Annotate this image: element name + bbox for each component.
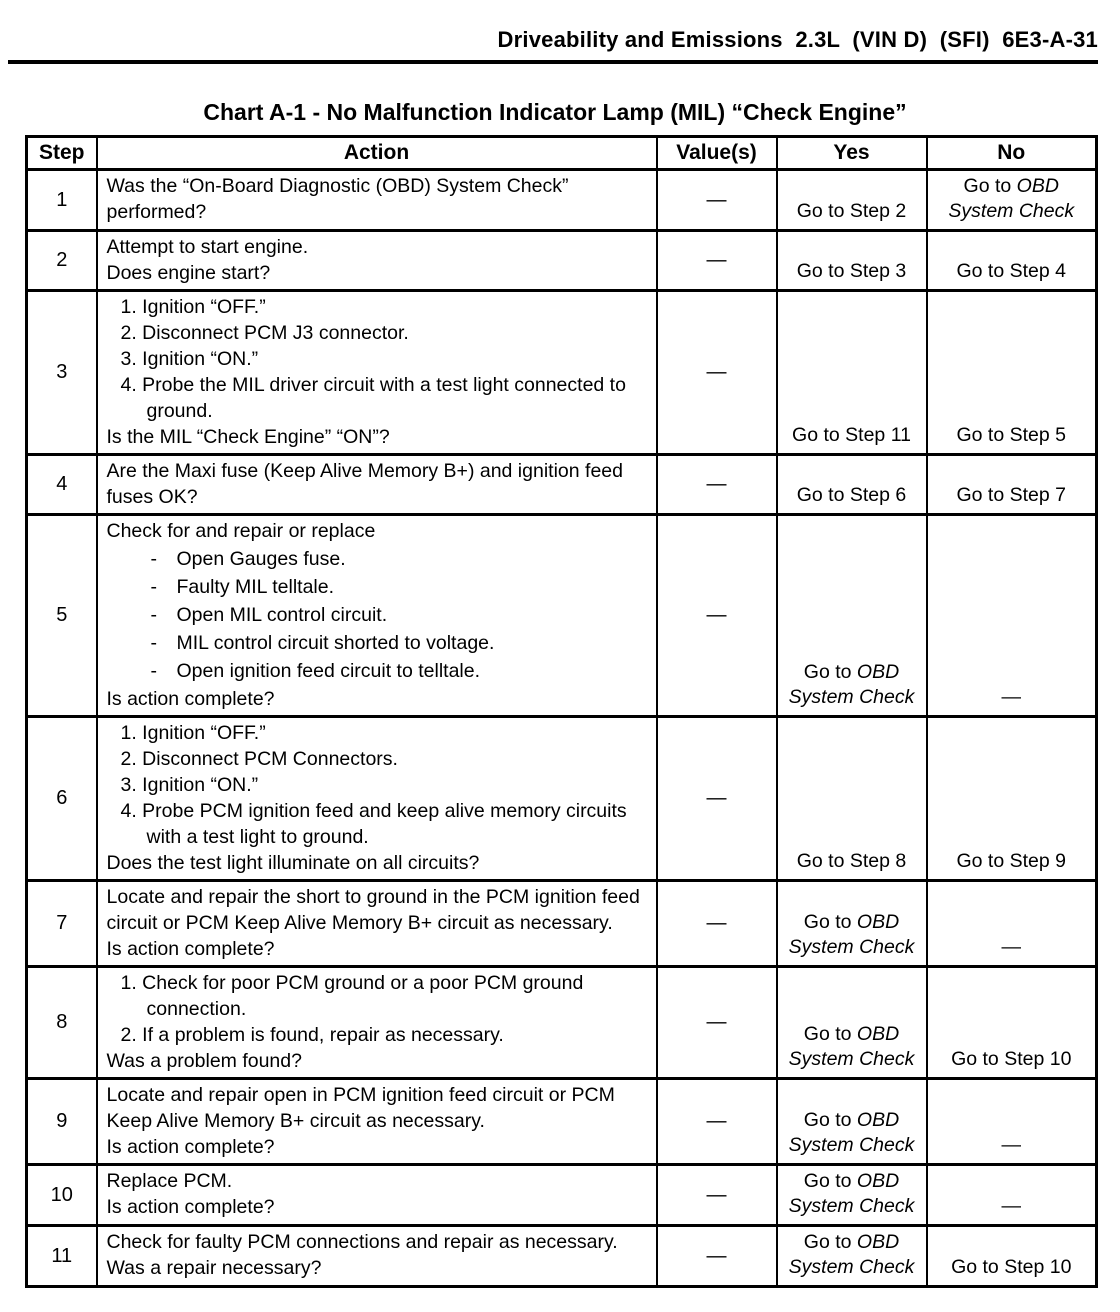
- step-cell: 7: [27, 881, 97, 967]
- chart-title: Chart A-1 - No Malfunction Indicator Lamp (MIL) “Check Engine”: [203, 99, 907, 125]
- action-text: Is action complete?: [106, 1196, 275, 1218]
- no-cell: [927, 881, 1097, 967]
- step-cell: 2: [27, 231, 97, 291]
- value-cell: —: [657, 170, 777, 231]
- cell-line: Go to Step 4: [956, 260, 1066, 282]
- yes-cell: [777, 717, 927, 881]
- step-cell: 6: [27, 717, 97, 881]
- yes-cell: [777, 515, 927, 717]
- cell-line: Go to Step 2: [796, 200, 907, 222]
- action-text: Is the MIL “Check Engine” “ON”?: [106, 426, 390, 448]
- bullet-text: Open Gauges fuse.: [176, 548, 346, 570]
- cell-line: —: [1001, 936, 1021, 958]
- step-cell: 1: [27, 170, 97, 231]
- value-cell: —: [657, 455, 777, 515]
- no-cell: [927, 170, 1097, 231]
- table-row: [27, 967, 1097, 1079]
- action-numbered-item: 4. Probe PCM ignition feed and keep alive memory circuits with a test light to ground.: [120, 800, 627, 848]
- action-cell: [97, 717, 657, 881]
- action-text: Locate and repair open in PCM ignition feed circuit or PCM Keep Alive Memory B+ circuit as necessary.: [106, 1084, 615, 1132]
- table-row: [27, 1079, 1097, 1165]
- table-row: [27, 291, 1097, 455]
- table-row: [27, 1226, 1097, 1287]
- cell-line: System Check: [788, 1134, 915, 1156]
- no-cell: [927, 1165, 1097, 1226]
- cell-line: Go to Step 6: [796, 484, 907, 506]
- cell-line: Go to OBD: [803, 1023, 900, 1045]
- cell-line: Go to Step 3: [796, 260, 907, 282]
- action-numbered-item: 2. If a problem is found, repair as necessary.: [120, 1024, 504, 1046]
- cell-line: Go to Step 7: [956, 484, 1066, 506]
- no-cell: [927, 717, 1097, 881]
- action-cell: [97, 455, 657, 515]
- bullet-dash: -: [150, 576, 157, 598]
- table-row: [27, 1165, 1097, 1226]
- yes-cell: [777, 170, 927, 231]
- column-header-no: No: [927, 137, 1097, 170]
- column-header-action: Action: [97, 137, 657, 170]
- action-numbered-item: 2. Disconnect PCM Connectors.: [120, 748, 398, 770]
- diagnostic-table: [25, 135, 1098, 1288]
- yes-cell: [777, 967, 927, 1079]
- bullet-dash: -: [150, 660, 157, 682]
- action-numbered-item: 3. Ignition “ON.”: [120, 348, 259, 370]
- header-divider-rule: [8, 60, 1098, 64]
- action-text: Does engine start?: [106, 262, 271, 284]
- cell-line: System Check: [788, 686, 915, 708]
- action-cell: [97, 231, 657, 291]
- cell-line: —: [1001, 686, 1021, 708]
- action-numbered-item: 3. Ignition “ON.”: [120, 774, 259, 796]
- table-body: [27, 170, 1097, 1287]
- cell-line: Go to OBD: [803, 661, 900, 683]
- yes-cell: [777, 1226, 927, 1287]
- step-cell: 9: [27, 1079, 97, 1165]
- action-cell: [97, 1226, 657, 1287]
- table-row: [27, 455, 1097, 515]
- action-text: Check for faulty PCM connections and repair as necessary.: [106, 1231, 618, 1253]
- action-text: Is action complete?: [106, 1136, 275, 1158]
- action-numbered-item: 2. Disconnect PCM J3 connector.: [120, 322, 409, 344]
- yes-cell: [777, 231, 927, 291]
- action-numbered-item: 4. Probe the MIL driver circuit with a test light connected to ground.: [120, 374, 626, 422]
- page-header: Driveability and Emissions 2.3L (VIN D) (SFI) 6E3-A-31: [497, 27, 1098, 52]
- bullet-text: Open MIL control circuit.: [176, 604, 388, 626]
- column-header-values: Value(s): [657, 137, 777, 170]
- table-row: [27, 717, 1097, 881]
- value-cell: —: [657, 717, 777, 881]
- action-cell: [97, 967, 657, 1079]
- action-cell: [97, 291, 657, 455]
- cell-line: System Check: [788, 1195, 915, 1217]
- value-cell: —: [657, 231, 777, 291]
- action-cell: [97, 515, 657, 717]
- cell-line: Go to Step 9: [956, 850, 1066, 872]
- table-row: [27, 170, 1097, 231]
- value-cell: —: [657, 291, 777, 455]
- cell-line: Go to Step 10: [951, 1048, 1072, 1070]
- cell-line: Go to OBD: [803, 1231, 900, 1253]
- no-cell: [927, 455, 1097, 515]
- action-bullet-item: [107, 574, 648, 600]
- cell-line: System Check: [788, 1256, 915, 1278]
- table-row: [27, 231, 1097, 291]
- column-header-yes: Yes: [777, 137, 927, 170]
- action-text: Locate and repair the short to ground in the PCM ignition feed circuit or PCM Keep Alive Memory B+ circuit as necessary.: [106, 886, 640, 934]
- cell-line: System Check: [788, 1048, 915, 1070]
- table-row: [27, 881, 1097, 967]
- value-cell: —: [657, 967, 777, 1079]
- action-bullet-item: [107, 630, 648, 656]
- bullet-text: Open ignition feed circuit to telltale.: [176, 660, 481, 682]
- cell-line: Go to Step 10: [951, 1256, 1072, 1278]
- cell-line: Go to OBD: [803, 911, 900, 933]
- no-cell: [927, 515, 1097, 717]
- bullet-dash: -: [150, 604, 157, 626]
- action-text: Check for and repair or replace: [106, 520, 376, 542]
- action-cell: [97, 881, 657, 967]
- cell-line: Go to Step 8: [796, 850, 907, 872]
- action-text: Attempt to start engine.: [106, 236, 309, 258]
- bullet-dash: -: [150, 548, 157, 570]
- table-row: [27, 515, 1097, 717]
- value-cell: —: [657, 1079, 777, 1165]
- action-text: Replace PCM.: [106, 1170, 233, 1192]
- bullet-text: Faulty MIL telltale.: [176, 576, 335, 598]
- action-cell: [97, 170, 657, 231]
- cell-line: Go to Step 11: [792, 424, 911, 446]
- step-cell: 3: [27, 291, 97, 455]
- action-text: Is action complete?: [106, 938, 275, 960]
- action-cell: [97, 1079, 657, 1165]
- action-text: Does the test light illuminate on all circuits?: [106, 852, 480, 874]
- step-cell: 8: [27, 967, 97, 1079]
- column-header-step: Step: [27, 137, 97, 170]
- yes-cell: [777, 455, 927, 515]
- bullet-text: MIL control circuit shorted to voltage.: [176, 632, 495, 654]
- action-numbered-item: 1. Ignition “OFF.”: [120, 296, 266, 318]
- no-cell: [927, 231, 1097, 291]
- value-cell: —: [657, 515, 777, 717]
- yes-cell: [777, 1079, 927, 1165]
- value-cell: —: [657, 1165, 777, 1226]
- step-cell: 4: [27, 455, 97, 515]
- cell-line: —: [1001, 1134, 1021, 1156]
- no-cell: [927, 967, 1097, 1079]
- step-cell: 10: [27, 1165, 97, 1226]
- cell-line: —: [1001, 1195, 1021, 1217]
- no-cell: [927, 291, 1097, 455]
- action-text: Was a repair necessary?: [106, 1257, 322, 1279]
- action-bullet-item: [107, 546, 648, 572]
- yes-cell: [777, 881, 927, 967]
- no-cell: [927, 1079, 1097, 1165]
- action-text: Was a problem found?: [106, 1050, 302, 1072]
- action-numbered-item: 1. Check for poor PCM ground or a poor PCM ground connection.: [120, 972, 584, 1020]
- action-text: Are the Maxi fuse (Keep Alive Memory B+) and ignition feed fuses OK?: [106, 460, 623, 508]
- no-cell: [927, 1226, 1097, 1287]
- cell-line: Go to OBD: [803, 1170, 900, 1192]
- cell-line: Go to OBD: [963, 175, 1059, 197]
- cell-line: System Check: [948, 200, 1075, 222]
- bullet-dash: -: [150, 632, 157, 654]
- value-cell: —: [657, 1226, 777, 1287]
- action-bullet-item: [107, 602, 648, 628]
- action-numbered-item: 1. Ignition “OFF.”: [120, 722, 266, 744]
- action-text: Was the “On-Board Diagnostic (OBD) System Check” performed?: [106, 175, 569, 223]
- action-bullet-item: [107, 658, 648, 684]
- cell-line: Go to OBD: [803, 1109, 900, 1131]
- yes-cell: [777, 1165, 927, 1226]
- action-text: Is action complete?: [106, 688, 275, 710]
- value-cell: —: [657, 881, 777, 967]
- cell-line: Go to Step 5: [956, 424, 1066, 446]
- step-cell: 11: [27, 1226, 97, 1287]
- table-header-row: [27, 137, 1097, 170]
- action-cell: [97, 1165, 657, 1226]
- step-cell: 5: [27, 515, 97, 717]
- cell-line: System Check: [788, 936, 915, 958]
- yes-cell: [777, 291, 927, 455]
